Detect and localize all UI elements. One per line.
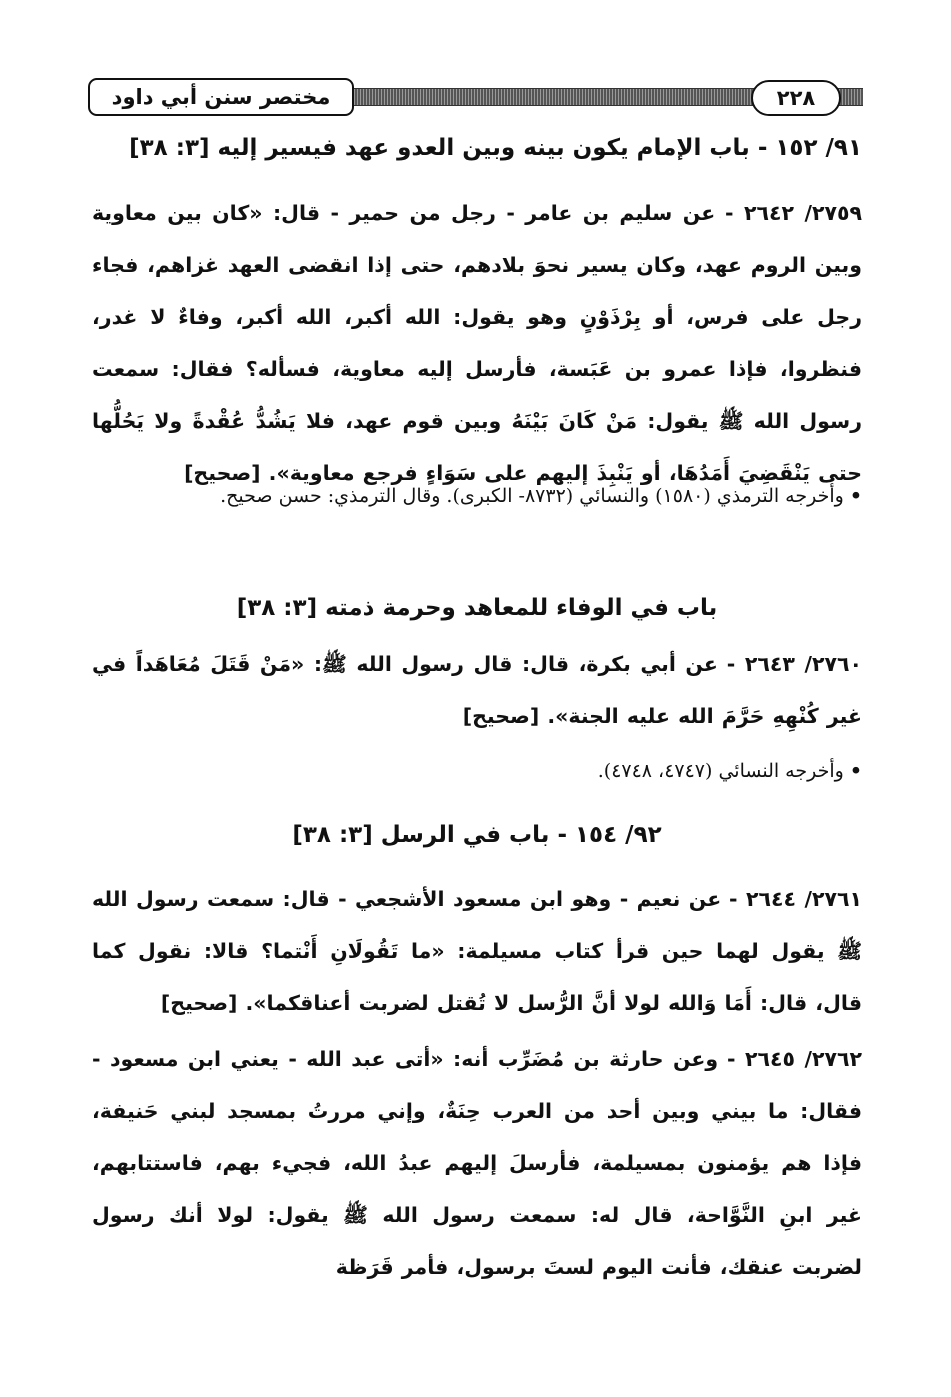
bullet-icon: • bbox=[849, 485, 862, 507]
header-rule bbox=[343, 88, 758, 106]
chapter-heading-154: ٩٢/ ١٥٤ - باب في الرسل [٣: ٣٨] bbox=[292, 822, 662, 848]
hadith-text: وعن حارثة بن مُضَرِّب أنه: «أتى عبد الله - يعني ابن مسعود - فقال: ما بيني وبين أحد من العرب حِنَةٌ، وإني مررتُ بمسجد لبني حَنيفة، فإذا هم يؤمنون بمسيلمة، فأرسلَ إليهم عبدُ الله، فجيء بهم، فاستتابهم، غير ابنِ النَّوَّاحة، قال له: سمعت رسول الله ﷺ يقول: لولا أنك رسول لضربت عنقك، فأنت اليوم لستَ برسول، فأمر قَرَظة bbox=[92, 1047, 862, 1279]
takhrij-text: وأخرجه الترمذي (١٥٨٠) والنسائي (٨٧٣٢- الكبرى). وقال الترمذي: حسن صحيح. bbox=[220, 485, 844, 507]
hadith-2759 bbox=[92, 187, 862, 499]
chapter-heading-152: ٩١/ ١٥٢ - باب الإمام يكون بينه وبين العدو عهد فيسير إليه [٣: ٣٨] bbox=[129, 135, 862, 161]
takhrij-2759 bbox=[92, 470, 862, 522]
takhrij-2760 bbox=[92, 745, 862, 797]
page-header bbox=[88, 78, 863, 116]
hadith-text: عن نعيم - وهو ابن مسعود الأشجعي - قال: سمعت رسول الله ﷺ يقول لهما حين قرأ كتاب مسيلمة: «ما تَقُولَانِ أَنْتما؟ قالا: نقول كما قال، قال: أَمَا وَالله لولا أنَّ الرُّسل لا تُقتل لضربت أعناقكما». [صحيح] bbox=[92, 887, 862, 1015]
hadith-2761 bbox=[92, 873, 862, 1029]
hadith-number: ٢٧٦١/ ٢٦٤٤ - bbox=[729, 887, 862, 911]
hadith-text: عن أبي بكرة، قال: قال رسول الله ﷺ: «مَنْ قَتَلَ مُعَاهَداً في غير كُنْهِهِ حَرَّمَ الله عليه الجنة». [صحيح] bbox=[92, 652, 862, 728]
takhrij-text: وأخرجه النسائي (٤٧٤٧، ٤٧٤٨). bbox=[597, 760, 844, 782]
hadith-number: ٢٧٦٠/ ٢٦٤٣ - bbox=[726, 652, 862, 676]
hadith-number: ٢٧٦٢/ ٢٦٤٥ - bbox=[726, 1047, 862, 1071]
hadith-text: عن سليم بن عامر - رجل من حمير - قال: «كان بين معاوية وبين الروم عهد، وكان يسير نحوَ بلادهم، حتى إذا انقضى العهد غزاهم، فجاء رجل على فرس، أو بِرْذَوْنٍ وهو يقول: الله أكبر، الله أكبر، وفاءٌ لا غدر، فنظروا، فإذا عمرو بن عَبَسة، فأرسل إليه معاوية، فسأله؟ فقال: سمعت رسول الله ﷺ يقول: مَنْ كَانَ بَيْنَهُ وبين قوم عهد، فلا يَشُدُّ عُقْدةً ولا يَحُلُّها حتى يَنْقَضِيَ أَمَدُهَا، أو يَنْبِذَ إليهم على سَوَاءٍ فرجع معاوية». [صحيح] bbox=[92, 201, 862, 485]
hadith-2762 bbox=[92, 1033, 862, 1293]
bullet-icon: • bbox=[849, 760, 862, 782]
page-number: ٢٢٨ bbox=[751, 80, 841, 116]
running-title: مختصر سنن أبي داود bbox=[88, 78, 354, 116]
chapter-heading-wafa: باب في الوفاء للمعاهد وحرمة ذمته [٣: ٣٨] bbox=[236, 595, 718, 621]
hadith-number: ٢٧٥٩/ ٢٦٤٢ - bbox=[725, 201, 862, 225]
hadith-2760 bbox=[92, 638, 862, 742]
